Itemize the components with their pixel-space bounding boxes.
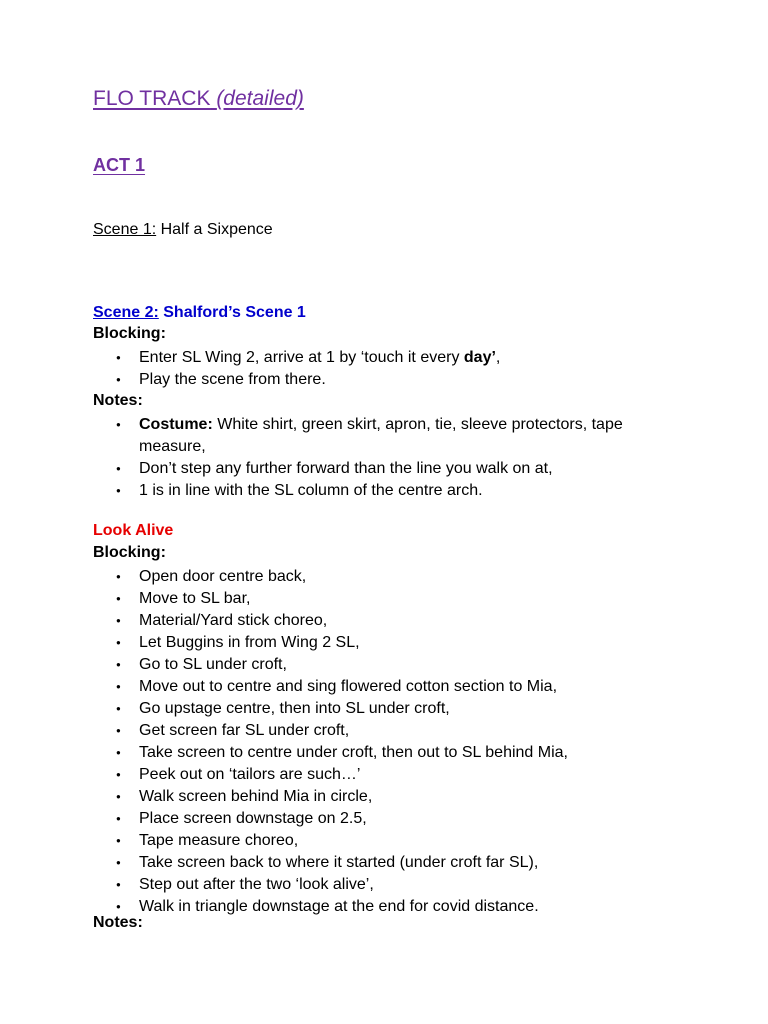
list-item: ● Tape measure choreo, [0, 830, 659, 852]
list-item: ● Open door centre back, [0, 566, 659, 588]
scene-2-label: Scene 2: [93, 304, 159, 321]
document-title-main: FLO TRACK [93, 87, 211, 110]
list-item: ● Costume: White shirt, green skirt, apron, tie, sleeve protectors, tape measure, [0, 414, 659, 458]
list-item: ● Don’t step any further forward than the line you walk on at, [0, 458, 659, 480]
look-alive-blocking-heading: Blocking: [93, 544, 166, 561]
scene-1-label: Scene 1: [93, 221, 157, 238]
list-item: ● Take screen to centre under croft, then out to SL behind Mia, [0, 742, 659, 764]
list-item: ● Go upstage centre, then into SL under croft, [0, 698, 659, 720]
scene-2-heading [93, 304, 306, 322]
list-item: ● Go to SL under croft, [0, 654, 659, 676]
list-item: ● 1 is in line with the SL column of the centre arch. [0, 480, 659, 502]
list-item: ● Peek out on ‘tailors are such…’ [0, 764, 659, 786]
list-item: ● Take screen back to where it started (under croft far SL), [0, 852, 659, 874]
list-item: ● Walk in triangle downstage at the end for covid distance. [0, 896, 659, 918]
list-item: ● Let Buggins in from Wing 2 SL, [0, 632, 659, 654]
list-item: ● Walk screen behind Mia in circle, [0, 786, 659, 808]
list-item: ● Step out after the two ‘look alive’, [0, 874, 659, 896]
list-item: ● Enter SL Wing 2, arrive at 1 by ‘touch it every day’, [0, 347, 659, 369]
document-title-suffix: (detailed) [216, 87, 304, 110]
scene-1-name: Half a Sixpence [156, 221, 273, 238]
list-item: ● Get screen far SL under croft, [0, 720, 659, 742]
list-item: ● Material/Yard stick choreo, [0, 610, 659, 632]
look-alive-notes-heading: Notes: [93, 914, 143, 931]
act-heading: ACT 1 [93, 155, 146, 175]
scene-1-heading [93, 221, 273, 239]
list-item: ● Play the scene from there. [0, 369, 659, 391]
look-alive-heading: Look Alive [93, 522, 174, 539]
scene-2-notes-heading: Notes: [93, 392, 143, 409]
costume-label: Costume: [139, 416, 213, 433]
look-alive-blocking-list [0, 566, 659, 918]
scene-2-blocking-list [0, 347, 659, 391]
scene-2-name: Shalford’s Scene 1 [158, 304, 306, 321]
list-item: ● Place screen downstage on 2.5, [0, 808, 659, 830]
list-item: ● Move out to centre and sing flowered cotton section to Mia, [0, 676, 659, 698]
list-item: ● Move to SL bar, [0, 588, 659, 610]
document-title [93, 87, 304, 111]
scene-2-notes-list [0, 414, 659, 502]
scene-2-blocking-heading: Blocking: [93, 325, 166, 342]
